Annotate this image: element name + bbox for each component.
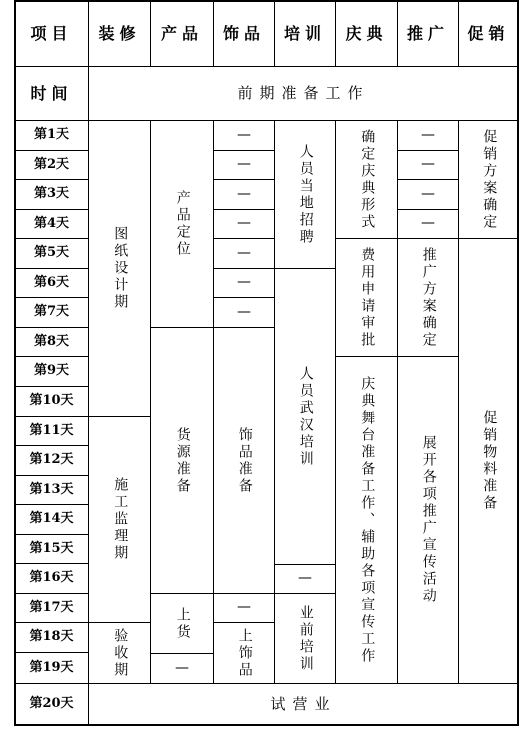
sales-materials: 促销物料准备 [458,238,519,684]
final-row-content: 试营业 [88,683,519,726]
product-positioning: 产品定位 [150,120,214,328]
ornament-dash: — [213,593,275,623]
day-label: 第8天 [14,327,89,357]
day-label: 第19天 [14,652,89,684]
ornament-dash: — [213,179,275,210]
training-wuhan: 人员武汉培训 [274,268,336,565]
header-item: 项目 [14,0,89,67]
decoration-acceptance-period: 验收期 [88,622,151,684]
product-dash: — [150,653,214,684]
day-label: 第11天 [14,416,89,446]
decoration-design-period: 图纸设计期 [88,120,151,417]
ornament-dash: — [213,268,275,298]
header-sales: 促销 [458,0,519,67]
promotion-campaign: 展开各项推广宣传活动 [397,356,459,684]
ornament-stocking: 上饰品 [213,622,275,684]
promotion-dash: — [397,150,459,180]
day-label: 第18天 [14,622,89,653]
promotion-dash: — [397,120,459,151]
product-sourcing: 货源准备 [150,327,214,594]
time-content: 前期准备工作 [88,66,519,121]
day-label: 第17天 [14,593,89,623]
day-label: 第2天 [14,150,89,180]
day-label: 第10天 [14,386,89,417]
celebration-budget: 费用申请审批 [335,238,398,357]
header-training: 培训 [274,0,336,67]
day-label: 第7天 [14,297,89,328]
day-label: 第3天 [14,179,89,210]
training-pre-job: 业前培训 [274,593,336,684]
training-local-hiring: 人员当地招聘 [274,120,336,269]
day-label: 第5天 [14,238,89,269]
ornament-dash: — [213,150,275,180]
final-day-label: 第20天 [14,683,89,726]
day-label: 第16天 [14,563,89,594]
decoration-construction-period: 施工监理期 [88,416,151,623]
ornament-dash: — [213,209,275,239]
product-stocking: 上货 [150,593,214,654]
ornament-dash: — [213,120,275,151]
ornament-dash: — [213,297,275,328]
time-label: 时间 [14,66,89,121]
day-label: 第6天 [14,268,89,298]
training-dash: — [274,564,336,594]
day-label: 第13天 [14,475,89,505]
day-label: 第1天 [14,120,89,151]
promotion-plan: 推广方案确定 [397,238,459,357]
day-label: 第15天 [14,534,89,564]
header-ornament: 饰品 [213,0,275,67]
day-label: 第12天 [14,445,89,476]
ornament-dash: — [213,238,275,269]
celebration-form: 确定庆典形式 [335,120,398,239]
celebration-stage: 庆典舞台准备工作、辅助各项宣传工作 [335,356,398,684]
day-label: 第14天 [14,504,89,535]
header-decoration: 装修 [88,0,151,67]
promotion-dash: — [397,179,459,210]
day-label: 第4天 [14,209,89,239]
promotion-dash: — [397,209,459,239]
header-promotion: 推广 [397,0,459,67]
header-celebration: 庆典 [335,0,398,67]
sales-plan: 促销方案确定 [458,120,519,239]
day-label: 第9天 [14,356,89,387]
header-product: 产品 [150,0,214,67]
ornament-preparation: 饰品准备 [213,327,275,594]
